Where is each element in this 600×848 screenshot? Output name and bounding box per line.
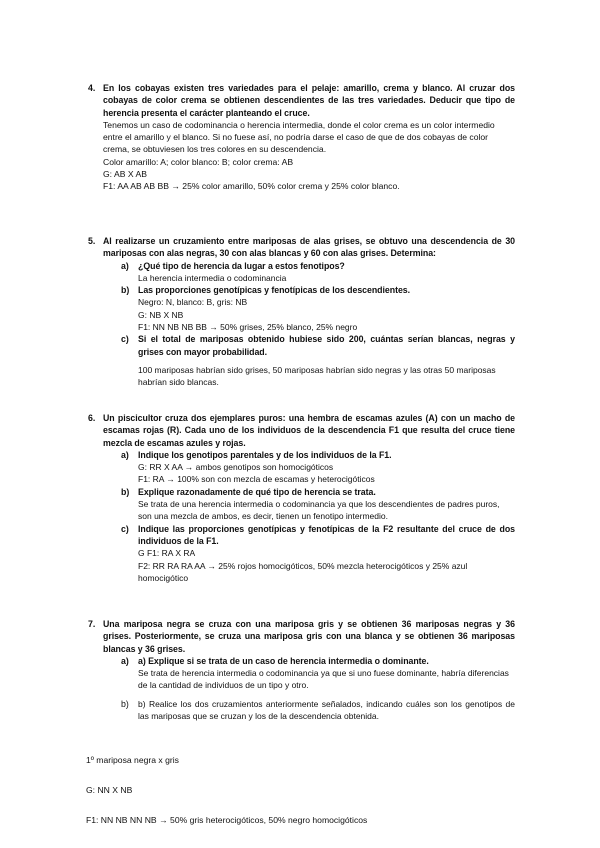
question-number: 7. — [88, 619, 96, 629]
question-5 — [88, 235, 515, 389]
subquestion-answer: Se trata de herencia intermedia o codominancia ya que si uno fuese dominante, habría diferencias de la cantidad de individuos de un tipo y otro. — [138, 668, 509, 691]
subquestion-text: Indique los genotipos parentales y de los individuos de la F1. — [138, 449, 392, 460]
subquestion-answer: 100 mariposas habrían sido grises, 50 mariposas habrían sido negras y las otras 50 mariposas habrían sido blancas. — [138, 364, 496, 388]
subquestion-text: Explique razonadamente de qué tipo de herencia se trata. — [138, 486, 376, 497]
subquestion-text: Indique las proporciones genotípicas y fenotípicas de la F2 resultante del cruce de dos individuos de la F1. — [138, 523, 515, 546]
question-text: Un piscicultor cruza dos ejemplares puros: una hembra de escamas azules (A) con un macho de escamas rojas (R). Cada uno de los individuos de la descendencia F1 que resulta del cruce tiene mezcla de escamas azules y rojas. — [103, 413, 515, 448]
subquestion-text: ¿Qué tipo de herencia da lugar a estos fenotipos? — [138, 260, 345, 271]
subquestion-label: b) — [121, 285, 130, 296]
subquestion-answer-line: G: RR X AA → ambos genotipos son homocigóticos — [138, 462, 334, 473]
question-number: 6. — [88, 413, 96, 423]
question-text: Al realizarse un cruzamiento entre mariposas de alas grises, se obtuvo una descendencia de 30 mariposas con alas negras, 30 con alas blancas y 60 con alas grises. Determina: — [103, 236, 515, 259]
question-text: Una mariposa negra se cruza con una mariposa gris y se obtienen 36 mariposas negras y 36 grises. Posteriormente, se cruza una mariposa gris con una blanca y se obtienen 36 mariposas blancas y 36 grises. — [103, 619, 515, 654]
cross-f1: F1: NN NB NN NB → 50% gris heterocigóticos, 50% negro homocigóticos — [86, 815, 368, 825]
subquestion-text: b) Realice los dos cruzamientos anteriormente señalados, indicando cuáles son los genotipos de las mariposas que se cruzan y los de la descendencia obtenida. — [138, 698, 515, 722]
question-text: En los cobayas existen tres variedades para el pelaje: amarillo, crema y blanco. Al cruzar dos cobayas de color crema se obtienen descendientes de las tres variedades. Deducir que tipo de herencia presenta el carácter planteando el cruce. — [103, 83, 515, 118]
subquestion-label: a) — [121, 449, 129, 460]
subquestion-label: c) — [121, 523, 129, 534]
subquestion-label: b) — [121, 698, 129, 709]
subquestion-answer-line: G F1: RA X RA — [138, 548, 196, 559]
answer-f1: F1: AA AB AB BB → 25% color amarillo, 50% color crema y 25% color blanco. — [103, 181, 400, 192]
question-6 — [88, 412, 515, 584]
subquestion-c — [121, 523, 515, 584]
answer-colors: Color amarillo: A; color blanco: B; color crema: AB — [103, 156, 294, 167]
subquestion-text: a) Explique si se trata de un caso de herencia intermedia o dominante. — [138, 655, 429, 666]
cross-title: 1º mariposa negra x gris — [86, 755, 179, 765]
subquestion-label: a) — [121, 655, 129, 666]
subquestion-answer-line: Negro: N, blanco: B, gris: NB — [138, 297, 248, 308]
question-number: 5. — [88, 236, 96, 246]
subquestion-answer-line: F1: RA → 100% son con mezcla de escamas y heterocigóticos — [138, 474, 375, 485]
subquestion-b — [121, 486, 515, 523]
subquestion-answer-line: F2: RR RA RA AA → 25% rojos homocigóticos, 50% mezcla heterocigóticos y 25% azul homocigótico — [138, 560, 468, 583]
subquestion-answer: La herencia intermedia o codominancia — [138, 272, 287, 283]
subquestion-answer-line: F1: NN NB NB BB → 50% grises, 25% blanco, 25% negro — [138, 322, 358, 333]
cross-gametes: G: NN X NB — [86, 785, 133, 795]
subquestion-a — [121, 449, 515, 486]
subquestion-c — [121, 333, 515, 388]
answer-gametes: G: AB X AB — [103, 169, 147, 180]
subquestion-label: b) — [121, 486, 130, 497]
subquestion-answer: Se trata de una herencia intermedia o codominancia ya que los descendientes de padres puros, son una mezcla de ambos, es decir, tienen un fenotipo intermedio. — [138, 499, 500, 522]
subquestion-text: Las proporciones genotípicas y fenotípicas de los descendientes. — [138, 285, 411, 296]
subquestion-label: a) — [121, 260, 129, 271]
question-number: 4. — [88, 83, 96, 93]
subquestion-b — [121, 698, 515, 723]
subquestion-label: c) — [121, 334, 129, 345]
subquestion-a — [121, 655, 515, 692]
answer-explanation: Tenemos un caso de codominancia o herencia intermedia, donde el color crema es un color intermedio entre el amarillo y el blanco. Si no fuese así, no podría darse el caso de que de dos cobayas de color crema, se obtuviesen los tres colores en su descendencia. — [103, 119, 495, 155]
question-4 — [88, 82, 515, 193]
subquestion-text: Si el total de mariposas obtenido hubiese sido 200, cuántas serían blancas, negras y grises con mayor probabilidad. — [138, 334, 515, 357]
subquestion-b — [121, 284, 515, 333]
question-7 — [88, 618, 515, 722]
subquestion-a — [121, 260, 515, 285]
subquestion-answer-line: G: NB X NB — [138, 309, 184, 320]
